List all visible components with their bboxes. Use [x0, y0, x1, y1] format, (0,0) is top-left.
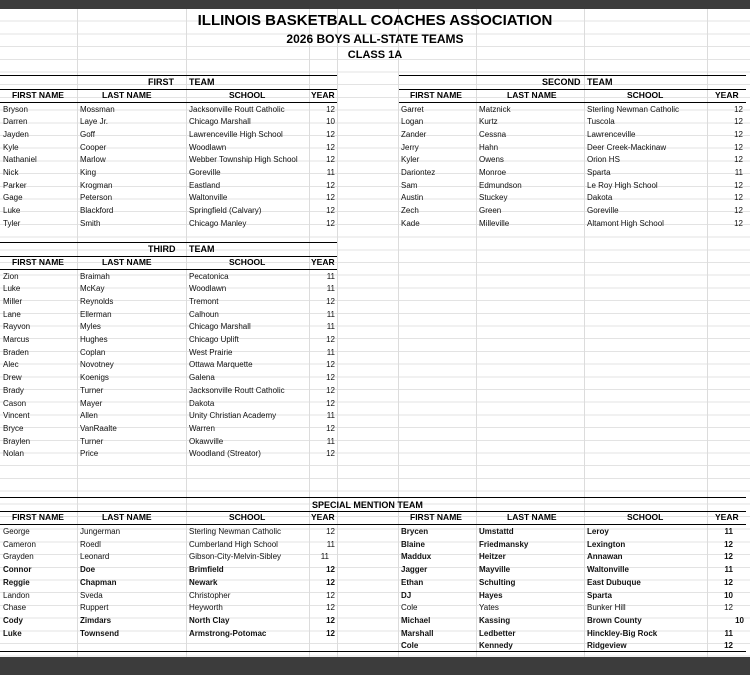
third-team-row-school: Pecatonica — [189, 271, 229, 281]
third-team-row-year: 11 — [326, 347, 335, 357]
first-team-row-year: 12 — [326, 180, 335, 190]
first-team-row-year: 12 — [326, 104, 335, 114]
second-team-row-school: Tuscola — [587, 117, 615, 127]
third-team-row-last-name: Allen — [80, 411, 98, 421]
first-team-row-first-name: Tyler — [3, 218, 21, 228]
third-team-row-year: 12 — [326, 373, 335, 383]
col-header-last: LAST NAME — [102, 90, 152, 100]
third-team-row-school: Dakota — [189, 398, 215, 408]
special-right-row-first-name: Cole — [401, 641, 419, 651]
special-right-row-first-name: Jagger — [401, 565, 428, 575]
special-right-row-school: Lexington — [587, 539, 626, 549]
third-team-row-year: 12 — [326, 335, 335, 344]
second-team-row-last-name: Matznick — [479, 104, 511, 114]
col-header-school: SCHOOL — [627, 90, 664, 100]
third-team-row-year: 11 — [326, 411, 335, 421]
special-left-row-school: Brimfield — [189, 565, 224, 575]
third-team-row-first-name: Luke — [3, 284, 21, 294]
special-right-row-year: 10 — [724, 590, 733, 600]
second-team-row-last-name: Kurtz — [479, 117, 498, 127]
second-team-row-first-name: Sam — [401, 180, 418, 190]
special-right-row-first-name: Michael — [401, 615, 431, 625]
special-left-row-last-name: Roedl — [80, 539, 101, 549]
second-team-row-first-name: Jerry — [401, 142, 419, 152]
bottom-window-bar — [0, 657, 750, 675]
col-header-year: YEAR — [311, 90, 335, 100]
first-team-row-school: Webber Township High School — [189, 155, 298, 165]
special-right-row-last-name: Hayes — [479, 590, 503, 600]
first-team-row-first-name: Bryson — [3, 104, 28, 114]
special-right-row-year: 12 — [724, 641, 733, 651]
third-team-row-first-name: Braden — [3, 347, 29, 357]
special-mention-top-border — [0, 497, 746, 498]
second-team-row-school: Orion HS — [587, 155, 620, 165]
second-team-row-year: 12 — [734, 129, 743, 139]
first-team-row-school: Jacksonville Routt Catholic — [189, 104, 285, 114]
third-team-row-year: 11 — [326, 284, 335, 294]
special-left-row-last-name: Zimdars — [80, 615, 112, 625]
third-team-row-last-name: Mayer — [80, 398, 103, 408]
first-team-row-school: Eastland — [189, 180, 221, 190]
col-header-school: SCHOOL — [229, 257, 266, 267]
col-header-first: FIRST NAME — [410, 512, 462, 522]
first-team-row-last-name: Mossman — [80, 104, 115, 114]
special-left-row-last-name: Jungerman — [80, 527, 121, 536]
second-team-row-school: Deer Creek-Mackinaw — [587, 142, 667, 152]
special-right-row-first-name: Marshall — [401, 628, 434, 638]
special-left-row-year: 12 — [326, 577, 335, 587]
special-left-row-school: Armstrong-Potomac — [189, 628, 267, 638]
special-left-row-year: 11 — [320, 552, 329, 562]
third-team-row-first-name: Bryce — [3, 423, 24, 433]
third-team-row-first-name: Vincent — [3, 411, 30, 421]
second-team-row-last-name: Owens — [479, 155, 504, 165]
col-header-school: SCHOOL — [627, 512, 664, 522]
third-team-row-first-name: Drew — [3, 373, 22, 383]
special-left-row-school: Cumberland High School — [189, 539, 278, 549]
special-left-row-school: Newark — [189, 577, 218, 587]
second-team-row-year: 12 — [734, 155, 743, 165]
first-team-row-last-name: Marlow — [80, 155, 106, 165]
special-right-row-last-name: Friedmansky — [479, 539, 529, 549]
special-right-row-first-name: DJ — [401, 590, 412, 600]
second-team-row-year: 11 — [734, 168, 743, 177]
third-team-row-school: Okawville — [189, 436, 224, 446]
first-team-row-school: Springfield (Calvary) — [189, 206, 262, 216]
first-team-row-last-name: Smith — [80, 218, 101, 228]
first-team-row-first-name: Kyle — [3, 142, 19, 152]
special-left-row-first-name: Grayden — [3, 552, 34, 562]
third-team-row-first-name: Alec — [3, 360, 19, 370]
special-right-row-school: Ridgeview — [587, 641, 627, 651]
first-team-label-a: FIRST — [148, 77, 174, 87]
special-left-row-last-name: Townsend — [80, 628, 119, 638]
sheet-title: ILLINOIS BASKETBALL COACHES ASSOCIATION — [197, 12, 553, 29]
third-team-row-school: Unity Christian Academy — [189, 411, 277, 421]
second-team-row-last-name: Edmundson — [479, 180, 522, 190]
first-team-row-year: 11 — [326, 168, 335, 177]
third-team-row-first-name: Brady — [3, 385, 24, 395]
first-team-label-b: TEAM — [189, 77, 215, 87]
first-team-row-school: Lawrenceville High School — [189, 129, 283, 139]
third-team-row-first-name: Cason — [3, 398, 27, 408]
special-left-row-first-name: Chase — [3, 603, 27, 613]
special-left-row-last-name: Doe — [80, 565, 96, 575]
third-team-row-year: 11 — [326, 271, 335, 281]
special-right-row-year: 11 — [724, 527, 733, 536]
second-team-row-year: 12 — [734, 193, 743, 203]
second-team-row-first-name: Zech — [401, 206, 419, 216]
special-left-row-year: 12 — [326, 603, 335, 613]
first-team-row-first-name: Parker — [3, 180, 27, 190]
special-left-row-first-name: Luke — [3, 628, 22, 638]
special-left-row-year: 12 — [326, 527, 335, 536]
col-header-last: LAST NAME — [102, 512, 152, 522]
special-right-row-year: 12 — [724, 577, 733, 587]
third-team-row-last-name: Novotney — [80, 360, 114, 370]
third-team-row-school: West Prairie — [189, 347, 233, 357]
second-team-row-first-name: Dariontez — [401, 168, 436, 177]
third-team-row-year: 11 — [326, 322, 335, 332]
special-right-row-school: Brown County — [587, 615, 642, 625]
first-team-row-school: Chicago Marshall — [189, 117, 251, 127]
third-team-row-school: Jacksonville Routt Catholic — [189, 385, 285, 395]
col-header-first: FIRST NAME — [12, 512, 64, 522]
header-underline — [399, 102, 746, 103]
second-team-row-school: Lawrenceville — [587, 129, 636, 139]
special-left-row-first-name: Cody — [3, 615, 23, 625]
third-team-row-school: Tremont — [189, 296, 219, 306]
third-team-row-school: Woodland (Streator) — [189, 449, 261, 459]
col-header-year: YEAR — [715, 512, 739, 522]
top-window-bar — [0, 0, 750, 9]
first-team-row-school: Chicago Manley — [189, 218, 247, 228]
special-left-row-year: 12 — [326, 615, 335, 625]
special-left-row-year: 12 — [326, 565, 335, 575]
col-header-first: FIRST NAME — [12, 257, 64, 267]
third-team-row-school: Ottawa Marquette — [189, 360, 253, 370]
special-right-row-last-name: Ledbetter — [479, 628, 516, 638]
third-team-label-a: THIRD — [148, 244, 176, 254]
third-team-row-school: Galena — [189, 373, 215, 383]
col-header-first: FIRST NAME — [410, 90, 462, 100]
col-header-school: SCHOOL — [229, 512, 266, 522]
class-label: CLASS 1A — [347, 49, 403, 61]
first-team-row-first-name: Luke — [3, 206, 21, 216]
second-team-row-year: 12 — [734, 206, 743, 216]
second-team-label-b: TEAM — [587, 77, 613, 87]
third-team-row-last-name: Coplan — [80, 347, 106, 357]
special-right-row-year: 11 — [724, 628, 733, 638]
third-team-row-last-name: VanRaalte — [80, 423, 117, 433]
third-team-label-b: TEAM — [189, 244, 215, 254]
third-team-row-year: 11 — [326, 436, 335, 446]
first-team-row-last-name: Laye Jr. — [80, 117, 109, 127]
col-header-year: YEAR — [311, 257, 335, 267]
second-team-row-year: 12 — [734, 142, 743, 152]
second-team-row-school: Sparta — [587, 168, 611, 177]
third-team-row-first-name: Zion — [3, 271, 19, 281]
third-team-row-last-name: Turner — [80, 385, 104, 395]
first-team-row-year: 12 — [326, 193, 335, 203]
special-right-row-last-name: Heitzer — [479, 552, 506, 562]
third-team-row-school: Chicago Marshall — [189, 322, 251, 332]
special-right-row-school: Leroy — [587, 527, 609, 536]
second-team-row-first-name: Garret — [401, 104, 424, 114]
first-team-row-last-name: King — [80, 168, 97, 177]
third-team-row-first-name: Miller — [3, 296, 23, 306]
col-header-year: YEAR — [715, 90, 739, 100]
special-right-row-year: 10 — [735, 615, 744, 625]
special-left-row-last-name: Leonard — [80, 552, 110, 562]
first-team-row-last-name: Cooper — [80, 142, 107, 152]
third-team-row-first-name: Braylen — [3, 436, 31, 446]
third-team-row-school: Warren — [189, 423, 215, 433]
second-team-row-year: 12 — [734, 218, 743, 228]
special-left-row-school: North Clay — [189, 615, 230, 625]
col-header-year: YEAR — [311, 512, 335, 522]
header-underline — [0, 102, 337, 103]
second-team-row-last-name: Monroe — [479, 168, 507, 177]
special-left-row-first-name: George — [3, 527, 30, 536]
second-team-row-last-name: Hahn — [479, 142, 499, 152]
col-header-school: SCHOOL — [229, 90, 266, 100]
third-team-row-last-name: Hughes — [80, 335, 108, 344]
third-team-row-year: 12 — [326, 398, 335, 408]
special-right-row-last-name: Kassing — [479, 615, 511, 625]
special-left-row-last-name: Chapman — [80, 577, 117, 587]
second-team-row-first-name: Kyler — [401, 155, 420, 165]
special-left-row-first-name: Cameron — [3, 539, 36, 549]
third-team-row-last-name: Koenigs — [80, 373, 109, 383]
special-left-row-school: Heyworth — [189, 603, 223, 613]
special-left-row-school: Christopher — [189, 590, 231, 600]
special-mention-label: SPECIAL MENTION TEAM — [312, 500, 423, 510]
special-left-row-first-name: Reggie — [3, 577, 30, 587]
special-right-row-school: Annawan — [587, 552, 623, 562]
special-right-row-last-name: Kennedy — [479, 641, 513, 651]
special-right-row-school: Hinckley-Big Rock — [587, 628, 658, 638]
first-team-row-last-name: Blackford — [80, 206, 114, 216]
first-team-row-first-name: Nathaniel — [3, 155, 37, 165]
third-team-row-last-name: Ellerman — [80, 309, 112, 319]
third-team-row-year: 12 — [326, 449, 335, 459]
special-mention-bottom-border — [0, 651, 746, 652]
third-team-row-first-name: Nolan — [3, 449, 24, 459]
sheet-subtitle: 2026 BOYS ALL-STATE TEAMS — [286, 32, 464, 46]
first-team-row-school: Waltonville — [189, 193, 228, 203]
second-team-row-year: 12 — [734, 117, 743, 127]
third-team-row-school: Woodlawn — [189, 284, 227, 294]
special-right-row-year: 12 — [724, 603, 733, 613]
special-right-row-first-name: Ethan — [401, 577, 424, 587]
special-left-row-year: 12 — [326, 590, 335, 600]
third-team-row-last-name: Braimah — [80, 271, 110, 281]
first-team-row-year: 12 — [326, 155, 335, 165]
first-team-row-first-name: Gage — [3, 193, 23, 203]
special-right-row-school: Bunker Hill — [587, 603, 626, 613]
second-team-row-first-name: Zander — [401, 129, 427, 139]
special-header-underline — [0, 524, 746, 525]
col-header-last: LAST NAME — [507, 512, 557, 522]
second-team-row-school: Dakota — [587, 193, 613, 203]
special-right-row-year: 12 — [724, 539, 733, 549]
third-team-row-year: 11 — [326, 309, 335, 319]
col-header-first: FIRST NAME — [12, 90, 64, 100]
special-right-row-school: Sparta — [587, 590, 612, 600]
third-team-row-year: 12 — [326, 360, 335, 370]
special-right-row-school: Waltonville — [587, 565, 629, 575]
col-header-last: LAST NAME — [102, 257, 152, 267]
special-right-row-last-name: Schulting — [479, 577, 516, 587]
second-team-row-first-name: Kade — [401, 218, 420, 228]
special-left-row-first-name: Connor — [3, 565, 32, 575]
first-team-row-first-name: Darren — [3, 117, 28, 127]
special-left-row-year: 12 — [326, 628, 335, 638]
third-team-row-first-name: Marcus — [3, 335, 30, 344]
special-right-row-first-name: Maddux — [401, 552, 432, 562]
special-right-row-last-name: Mayville — [479, 565, 511, 575]
second-team-row-last-name: Milleville — [479, 218, 510, 228]
third-team-row-first-name: Lane — [3, 309, 21, 319]
special-left-row-last-name: Ruppert — [80, 603, 109, 613]
second-team-row-year: 12 — [734, 104, 743, 114]
col-header-last: LAST NAME — [507, 90, 557, 100]
first-team-row-first-name: Nick — [3, 168, 19, 177]
special-left-row-school: Gibson-City-Melvin-Sibley — [189, 552, 282, 562]
second-team-row-school: Altamont High School — [587, 218, 664, 228]
special-right-row-year: 11 — [724, 565, 733, 575]
first-team-row-school: Goreville — [189, 168, 221, 177]
first-team-row-year: 12 — [326, 206, 335, 216]
second-team-row-year: 12 — [734, 180, 743, 190]
third-team-row-last-name: Price — [80, 449, 99, 459]
second-team-row-first-name: Logan — [401, 117, 424, 127]
first-team-row-last-name: Goff — [80, 129, 95, 139]
special-right-row-first-name: Blaine — [401, 539, 426, 549]
third-team-row-year: 12 — [326, 385, 335, 395]
header-underline — [0, 269, 337, 270]
second-team-row-school: Le Roy High School — [587, 180, 658, 190]
first-team-row-year: 10 — [326, 117, 335, 127]
second-team-row-last-name: Green — [479, 206, 502, 216]
first-team-row-year: 12 — [326, 142, 335, 152]
second-team-row-first-name: Austin — [401, 193, 424, 203]
second-team-row-school: Goreville — [587, 206, 619, 216]
special-right-row-first-name: Brycen — [401, 527, 429, 536]
first-team-row-year: 12 — [326, 129, 335, 139]
special-left-row-first-name: Landon — [3, 590, 30, 600]
special-right-row-school: East Dubuque — [587, 577, 641, 587]
third-team-row-year: 12 — [326, 423, 335, 433]
special-right-row-last-name: Yates — [479, 603, 499, 613]
third-team-row-school: Calhoun — [189, 309, 219, 319]
first-team-row-last-name: Peterson — [80, 193, 113, 203]
first-team-row-last-name: Krogman — [80, 180, 113, 190]
third-team-row-last-name: Reynolds — [80, 296, 114, 306]
third-team-row-last-name: McKay — [80, 284, 105, 294]
special-right-row-last-name: Umstattd — [479, 527, 514, 536]
special-left-row-school: Sterling Newman Catholic — [189, 527, 282, 536]
special-right-row-first-name: Cole — [401, 603, 418, 613]
special-left-row-last-name: Sveda — [80, 590, 103, 600]
third-team-row-last-name: Myles — [80, 322, 101, 332]
special-left-row-year: 11 — [326, 539, 335, 549]
first-team-row-year: 12 — [326, 218, 335, 228]
third-team-row-first-name: Rayvon — [3, 322, 31, 332]
special-right-row-year: 12 — [724, 552, 733, 562]
second-team-label-a: SECOND — [542, 77, 581, 87]
third-team-row-year: 12 — [326, 296, 335, 306]
first-team-row-school: Woodlawn — [189, 142, 227, 152]
third-team-row-last-name: Turner — [80, 436, 104, 446]
second-team-row-school: Sterling Newman Catholic — [587, 104, 680, 114]
second-team-row-last-name: Stuckey — [479, 193, 508, 203]
first-team-row-first-name: Jayden — [3, 129, 29, 139]
second-team-row-last-name: Cessna — [479, 129, 507, 139]
third-team-row-school: Chicago Uplift — [189, 335, 239, 344]
